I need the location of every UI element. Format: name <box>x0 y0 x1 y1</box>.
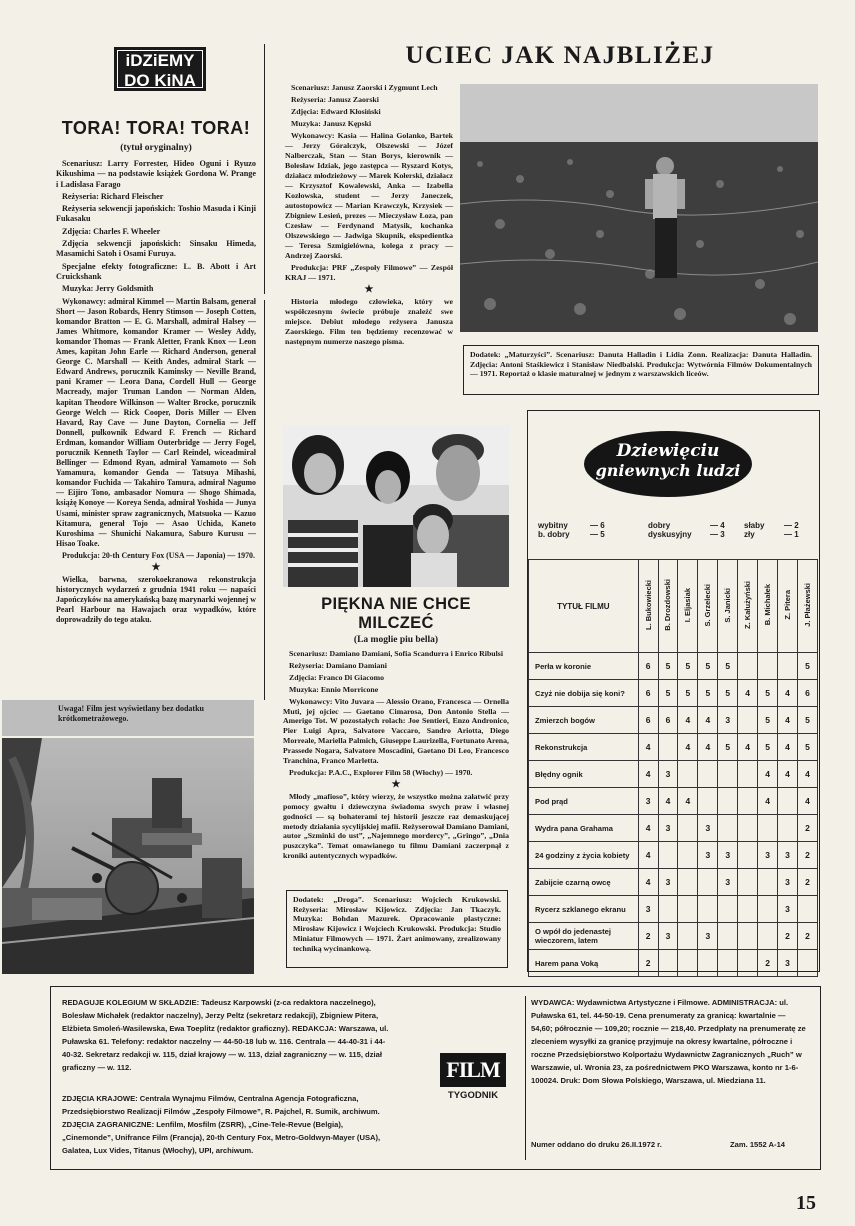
piekna-star: ★ <box>391 778 401 790</box>
footer-left-1: REDAGUJE KOLEGIUM W SKŁADZIE: Tadeusz Karpowski (z-ca redaktora naczelnego), Bolesław Michałek (redaktor naczelny), Jerzy Peltz (sekretarz redakcji), Zbigniew Pitera, Elżbieta Smoleń-Wasilewska, Ewa Toeplitz (redaktor graficzny). REDAKCJA: Warszawa, ul. Puławska 61. Telefony: redaktor naczelny — 44-50-18 lub w. 116. Centrala — 44-40-31 i 44-40-32. Sekretarz redakcji w. 115, dział krajowy — w. 113, dział zagraniczny — w. 115, dział graficzny — w. 112. <box>62 998 389 1072</box>
tora-production: Produkcja: 20-th Century Fox (USA — Japonia) — 1970. <box>62 550 255 560</box>
score-cell <box>658 950 678 977</box>
score-cell: 5 <box>698 680 718 707</box>
critic-header <box>778 560 798 653</box>
legend-value: — 4 <box>710 521 725 530</box>
score-cell: 3 <box>778 950 798 977</box>
critic-header <box>718 560 738 653</box>
uciec-photography: Zdjęcia: Edward Kłosiński <box>291 107 381 116</box>
film-title-cell: Wydra pana Grahama <box>529 815 639 842</box>
score-cell <box>738 842 758 869</box>
score-cell: 4 <box>778 680 798 707</box>
score-cell: 2 <box>797 923 817 950</box>
badge-line-2: DO KiNA <box>124 71 196 90</box>
score-cell: 5 <box>718 680 738 707</box>
uciec-dodatek-box <box>463 345 819 395</box>
score-cell <box>678 896 698 923</box>
critic-header <box>758 560 778 653</box>
ratings-row <box>529 842 818 869</box>
film-title-cell: O wpół do jedenastej wieczorem, latem <box>529 923 639 950</box>
score-cell: 4 <box>738 734 758 761</box>
score-cell <box>778 815 798 842</box>
uciec-screenplay: Scenariusz: Janusz Zaorski i Zygmunt Lech <box>291 83 438 92</box>
score-cell <box>658 842 678 869</box>
score-cell: 4 <box>678 734 698 761</box>
footer-right-2: Numer oddano do druku 26.II.1972 r. <box>531 1140 662 1149</box>
score-cell <box>658 734 678 761</box>
tora-star: ★ <box>151 562 161 573</box>
score-cell: 4 <box>658 788 678 815</box>
film-title-cell: Perła w koronie <box>529 653 639 680</box>
score-cell: 5 <box>758 707 778 734</box>
tora-screenplay: Scenariusz: Larry Forrester, Hideo Oguni i Ryuzo Kikushima — na podstawie książek Gordona W. Prange i Ladislasa Farago <box>56 159 256 189</box>
critic-header <box>658 560 678 653</box>
portrait-illustration <box>283 425 509 587</box>
ratings-row <box>529 815 818 842</box>
score-cell: 3 <box>758 842 778 869</box>
critic-header <box>738 560 758 653</box>
score-cell: 5 <box>718 734 738 761</box>
score-cell: 5 <box>718 653 738 680</box>
score-cell <box>738 788 758 815</box>
score-cell <box>738 950 758 977</box>
tora-description: Wielka, barwna, szerokoekranowa rekonstrukcja historycznych wydarzeń z grudnia 1941 roku — napaści Japończyków na amerykańską bazę marynarki wojennej w Pearl Harbour na Hawajach oraz wypadków, które doprowadziły do tego ataku. <box>56 575 256 625</box>
critic-name: S. Grzelecki <box>703 583 713 627</box>
score-cell <box>698 896 718 923</box>
uciec-photo <box>460 84 818 332</box>
score-cell: 3 <box>638 788 658 815</box>
score-cell: 4 <box>638 761 658 788</box>
score-cell: 5 <box>797 734 817 761</box>
critic-header <box>638 560 658 653</box>
piekna-article <box>283 595 509 863</box>
score-cell: 5 <box>658 680 678 707</box>
score-cell <box>678 869 698 896</box>
tora-cast: Wykonawcy: admirał Kimmel — Martin Balsam, generał Short — Jason Robards, Henry Stimson — Joseph Cotten, komandor Bratton — E. G. Marshall, admirał Halsey — James Whitmore, komandor Kramer — Wesley Addy, komandor Thomas — Frank Aletter, Frank Knox — Leon Ames, kapitan John Earle — Richard Anderson, generał George C. Marshall — Keith Andes, admirał Stark — Edward Andrews, porucznik Kaminsky — Neville Brand, pani Kramer — Leora Dana, Cordell Hull — George Macready, major Truman Landon — Norman Alden, kapitan Theodore Wilkinson — Walter Brocke, porucznik George Welch — Rick Cooper, Doris Miller — Elven Havard, Ray Cave — June Dayton, Cornelia — Jeff Donnell, pułkownik Edward F. French — Richard Erdman, komandor William Outerbridge — Jerry Fogel, porucznik Kenneth Taylor — Carl Reindel, wiceadmirał Bellinger — Edmond Ryan, admirał Yamamoto — Soh Yamamura, komandor Genda — Tatsuya Mihashi, komandor Fuchida — Takahiro Tamura, admirał Nagumo — Eijiro Tono, ambasador Nomura — Shogo Shimada, książę Konoye — Koreya Senda, admirał Yoshida — Junya Usami, minister spraw zagranicznych, Matsuoka — Kazuo Kitamura, generał Tojo — Asao Uchida, Kaneto Kuroshima — Shunichi Nakamura, Saburo Kurusu — Hisao Toake. <box>56 296 256 548</box>
uciec-dodatek-text: Dodatek: „Maturzyści”. Scenariusz: Danuta Halladin i Lidia Zonn. Realizacja: Danuta Halladin. Zdjęcia: Antoni Staśkiewicz i Stanisław Niedbalski. Produkcja: Wytwórnia Filmów Dokumentalnych — 1971. Reportaż o klasie maturalnej w jednym z warszawskich liceów. <box>470 350 812 379</box>
score-cell <box>678 815 698 842</box>
film-title-cell: 24 godziny z życia kobiety <box>529 842 639 869</box>
score-cell <box>738 815 758 842</box>
film-title-cell: Harem pana Voką <box>529 950 639 977</box>
score-cell <box>738 896 758 923</box>
piekna-photography: Zdjęcia: Franco Di Giacomo <box>289 672 385 682</box>
film-logo-mark: FILM <box>440 1053 506 1087</box>
film-title-cell: Rycerz szklanego ekranu <box>529 896 639 923</box>
legend-col-1 <box>538 521 605 539</box>
idziemy-do-kina-badge <box>114 47 206 91</box>
piekna-production: Produkcja: P.A.C., Explorer Film 58 (Włochy) — 1970. <box>289 767 473 777</box>
legend-col-2 <box>648 521 725 539</box>
legend-value: — 2 <box>784 521 799 530</box>
piekna-cast: Wykonawcy: Vito Juvara — Alessio Orano, Francesca — Ornella Muti, jej ojciec — Gaetano Cimarosa, Don Antonio Stella — Amerigo Tot. W pozostałych rolach: Joe Sentieri, Enzo Andronico, Pier Luigi Apra, Salvatore Vaccaro, Sandro Ariotta, Diego Morreale, Mariella Palmich, Giuseppe Laurizella, Fortunato Arena, Prassede Nogara, Salvatore Moscadini, Gaetano Di Leo, Francesco Tranchina, Franco Marletta. <box>283 696 509 766</box>
score-cell: 3 <box>638 896 658 923</box>
score-cell: 3 <box>778 869 798 896</box>
film-title-cell: Rekonstrukcja <box>529 734 639 761</box>
legend-value: — 5 <box>590 530 605 539</box>
score-cell: 3 <box>718 842 738 869</box>
score-cell: 5 <box>698 653 718 680</box>
score-cell: 4 <box>758 788 778 815</box>
score-cell: 5 <box>658 653 678 680</box>
film-title-cell: Zabijcie czarną owcę <box>529 869 639 896</box>
score-cell <box>797 950 817 977</box>
score-cell <box>718 788 738 815</box>
legend-value: — 1 <box>784 530 799 539</box>
tora-director-japanese: Reżyseria sekwencji japońskich: Toshio Masuda i Kinji Fukasaku <box>56 204 256 224</box>
score-cell: 4 <box>638 815 658 842</box>
footer-right-1: WYDAWCA: Wydawnictwa Artystyczne i Filmowe. ADMINISTRACJA: ul. Puławska 61, tel. 44-50-19. Cena prenumeraty za granicą: kwartalnie — 54,60; półrocznie — 109,20; rocznie — 218,40. Przedpłaty na prenumeratę ze zleceniem wysyłki za granicę przyjmuje na okresy kwartalne, półroczne i roczne Przedsiębiorstwo Kolportażu Wydawnictw Zagranicznych „Ruch” w Warszawie, ul. Wronia 23, za pośrednictwem PKO Warszawa, konto nr 1-6-100024. Druk: Dom Słowa Polskiego, Warszawa, ul. Miedziana 11. <box>531 998 806 1085</box>
score-cell <box>758 653 778 680</box>
score-cell <box>738 761 758 788</box>
score-cell <box>758 923 778 950</box>
critic-name: S. Janicki <box>723 587 733 623</box>
legend-value: — 3 <box>710 530 725 539</box>
score-cell <box>698 761 718 788</box>
score-cell: 6 <box>638 680 658 707</box>
score-cell: 3 <box>778 842 798 869</box>
column-divider-left-lower <box>264 300 265 700</box>
piekna-title: PIĘKNA NIE CHCE MILCZEĆ <box>321 595 471 632</box>
score-cell <box>738 653 758 680</box>
tora-subtitle: (tytuł oryginalny) <box>120 143 192 153</box>
footer-divider <box>525 996 526 1160</box>
score-cell <box>658 896 678 923</box>
piekna-photo <box>283 425 509 587</box>
score-cell: 3 <box>658 923 678 950</box>
score-cell: 4 <box>638 842 658 869</box>
film-logo <box>440 1053 506 1101</box>
ratings-title-header: TYTUŁ FILMU <box>529 560 639 653</box>
score-cell: 5 <box>797 653 817 680</box>
score-cell <box>678 950 698 977</box>
uciec-article <box>285 83 453 349</box>
footer-right-3: Zam. 1552 A-14 <box>730 1140 786 1149</box>
ratings-row <box>529 680 818 707</box>
score-cell <box>678 761 698 788</box>
score-cell <box>718 896 738 923</box>
column-divider-left <box>264 44 265 294</box>
tora-music: Muzyka: Jerry Goldsmith <box>62 284 154 294</box>
legend-label: zły <box>744 530 755 539</box>
tora-photography-japanese: Zdjęcia sekwencji japońskich: Sinsaku Himeda, Masamichi Satoh i Osami Furuya. <box>56 239 256 259</box>
uciec-title: UCIEC JAK NAJBLIŻEJ <box>405 42 715 69</box>
score-cell: 4 <box>778 707 798 734</box>
film-title-cell: Błędny ognik <box>529 761 639 788</box>
score-cell: 2 <box>797 842 817 869</box>
critic-name: I. Eljasiak <box>683 587 693 623</box>
piekna-screenplay: Scenariusz: Damiano Damiani, Sofia Scandurra i Enrico Ribulsi <box>289 649 503 658</box>
ratings-row <box>529 707 818 734</box>
uciec-music: Muzyka: Janusz Kępski <box>291 119 372 128</box>
score-cell <box>718 923 738 950</box>
film-logo-sub: TYGODNIK <box>447 1090 499 1101</box>
score-cell <box>738 869 758 896</box>
ratings-panel <box>527 410 820 972</box>
score-cell <box>698 950 718 977</box>
ratings-row <box>529 950 818 977</box>
ratings-body <box>529 653 818 977</box>
critic-name: Z. Kałużyński <box>743 581 753 629</box>
critic-name: Z. Pitera <box>783 590 792 620</box>
score-cell: 3 <box>658 869 678 896</box>
score-cell: 4 <box>698 707 718 734</box>
score-cell <box>698 869 718 896</box>
score-cell <box>718 761 738 788</box>
critic-header <box>797 560 817 653</box>
uciec-cast: Wykonawcy: Kasia — Halina Golanko, Bartek — Jerzy Góralczyk, Olszewski — Józef Nalberczak, Stan — Stan Borys, kierownik — Bolesław Idziak, jego zastępca — Ryszard Kotys, działacz młodzieżowy — Marek Kołerski, działacz — Krzysztof Kowalewski, Anka — Izabella Kozłowska, student — Jerzy Janeczek, autostopowicz — Marian Krawczyk, Krzysiek — Zbigniew Lesień, prezes — Mieczysław Łoza, pan Czesław — Ferdynand Matysik, kochanka Olszewskiego — Jadwiga Skupnik, ekspedientka — Teresa Szmigielówna, kolega z pracy — Andrzej Zaorski. <box>285 131 453 260</box>
tora-director: Reżyseria: Richard Fleischer <box>62 191 164 201</box>
score-cell <box>678 923 698 950</box>
critic-name: J. Płażewski <box>802 583 812 627</box>
critic-name: L. Bukowiecki <box>643 579 653 630</box>
ratings-row <box>529 761 818 788</box>
film-title-cell: Czyż nie dobija się koni? <box>529 680 639 707</box>
ratings-logo <box>584 431 752 497</box>
uciec-description: Historia młodego człowieka, który we współczesnym świecie próbuje znaleźć swe miejsce. Debiut młodego reżysera Janusza Zaorskiego. Film ten będziemy recenzować w następnym numerze naszego pisma. <box>285 297 453 346</box>
score-cell: 3 <box>698 842 718 869</box>
score-cell: 5 <box>758 734 778 761</box>
piekna-dodatek-box <box>286 890 508 968</box>
film-title-cell: Zmierzch bogów <box>529 707 639 734</box>
critic-header <box>698 560 718 653</box>
tora-effects: Specjalne efekty fotograficzne: L. B. Abott i Art Cruickshank <box>56 261 256 281</box>
score-cell: 4 <box>797 761 817 788</box>
score-cell: 4 <box>778 761 798 788</box>
ratings-row <box>529 896 818 923</box>
score-cell: 3 <box>718 707 738 734</box>
ratings-row <box>529 788 818 815</box>
score-cell <box>758 896 778 923</box>
score-cell: 4 <box>638 734 658 761</box>
score-cell: 3 <box>718 869 738 896</box>
film-title-cell: Pod prąd <box>529 788 639 815</box>
uciec-star: ★ <box>364 284 374 295</box>
score-cell <box>718 950 738 977</box>
score-cell: 5 <box>797 707 817 734</box>
field-illustration <box>460 84 818 332</box>
score-cell: 5 <box>758 680 778 707</box>
piekna-subtitle: (La moglie piu bella) <box>353 635 439 645</box>
legend-label: słaby <box>744 521 765 530</box>
piekna-description: Młody „mafioso”, który wierzy, że wszystko można załatwić przy pomocy gwałtu i dziewczyna świadoma swych praw i własnej godności — są bohaterami tej historii jeszcze raz demaskującej metody działania sycylijskiej mafii. Reżyserował Damiano Damiani, autor „Szminki do ust”, „Najemnego mordercy”, „Gringo”, „Dnia puszczyka”. Temat omawianego tu filmu Damiani zaczerpnął z kroniki autentycznych wypadków. <box>283 791 509 861</box>
legend-label: dobry <box>648 521 671 530</box>
badge-line-1: iDZiEMY <box>125 51 195 70</box>
score-cell: 4 <box>797 788 817 815</box>
critic-header <box>678 560 698 653</box>
score-cell <box>758 869 778 896</box>
score-cell <box>778 788 798 815</box>
score-cell <box>738 707 758 734</box>
score-cell <box>778 653 798 680</box>
critic-name: B. Drozdowski <box>663 579 673 631</box>
score-cell: 6 <box>797 680 817 707</box>
piekna-director: Reżyseria: Damiano Damiani <box>289 660 387 670</box>
score-cell: 4 <box>698 734 718 761</box>
score-cell: 4 <box>758 761 778 788</box>
score-cell: 6 <box>638 653 658 680</box>
ratings-row <box>529 653 818 680</box>
score-cell: 2 <box>638 923 658 950</box>
page-number: 15 <box>796 1192 816 1214</box>
score-cell <box>678 842 698 869</box>
ratings-row <box>529 923 818 950</box>
legend-col-3 <box>744 521 799 539</box>
legend-value: — 6 <box>590 521 605 530</box>
score-cell: 3 <box>698 815 718 842</box>
score-cell: 2 <box>758 950 778 977</box>
legend-label: dyskusyjny <box>648 530 692 539</box>
score-cell: 3 <box>658 815 678 842</box>
ratings-header-row <box>529 560 818 653</box>
score-cell: 5 <box>678 653 698 680</box>
score-cell: 6 <box>638 707 658 734</box>
tora-article <box>56 118 256 628</box>
ratings-row <box>529 734 818 761</box>
score-cell: 3 <box>658 761 678 788</box>
critic-name: B. Michałek <box>763 584 773 626</box>
tora-title: TORA! TORA! TORA! <box>61 118 251 138</box>
score-cell <box>738 923 758 950</box>
score-cell <box>698 788 718 815</box>
uciec-director: Reżyseria: Janusz Zaorski <box>291 95 379 104</box>
tora-photography: Zdjęcia: Charles F. Wheeler <box>62 226 161 236</box>
ship-illustration <box>2 738 254 974</box>
score-cell: 4 <box>678 707 698 734</box>
score-cell: 4 <box>738 680 758 707</box>
score-cell: 6 <box>658 707 678 734</box>
ratings-logo-line2: gniewnych ludzi <box>595 461 741 480</box>
score-cell: 4 <box>678 788 698 815</box>
tora-note-text: Uwaga! Film jest wyświetlany bez dodatku krótkometrażowego. <box>58 704 204 723</box>
tora-note <box>2 700 254 736</box>
score-cell: 3 <box>778 896 798 923</box>
score-cell: 4 <box>778 734 798 761</box>
ratings-logo-line1: Dziewięciu <box>616 441 720 461</box>
legend-label: wybitny <box>538 521 568 530</box>
score-cell: 2 <box>797 815 817 842</box>
score-cell: 2 <box>797 869 817 896</box>
ratings-table <box>528 559 818 977</box>
score-cell: 5 <box>678 680 698 707</box>
score-cell <box>718 815 738 842</box>
legend-label: b. dobry <box>538 530 570 539</box>
score-cell: 4 <box>638 869 658 896</box>
score-cell: 2 <box>638 950 658 977</box>
score-cell <box>758 815 778 842</box>
tora-photo <box>2 738 254 974</box>
score-cell <box>797 896 817 923</box>
piekna-dodatek-text: Dodatek: „Droga”. Scenariusz: Wojciech Krukowski. Reżyseria: Mirosław Kijowicz. Zdjęcia: Jan Tkaczyk. Muzyka: Bohdan Mazurek. Opracowanie plastyczne: Mirosław Kijowicz i Wojciech Krukowski. Produkcja: Studio Miniatur Filmowych — 1971. Żart animowany, zrealizowany techniką wycinankową. <box>293 895 501 953</box>
piekna-music: Muzyka: Ennio Morricone <box>289 684 379 694</box>
score-cell: 2 <box>778 923 798 950</box>
footer-left-2: ZDJĘCIA KRAJOWE: Centrala Wynajmu Filmów, Centralna Agencja Fotograficzna, Przedsiębiorstwo Realizacji Filmów „Zespoły Filmowe”, R. Pajchel, R. Sumik, archiwum. ZDJĘCIA ZAGRANICZNE: Lenfilm, Mosfilm (ZSRR), „Cine-Tele-Revue (Belgia), „Cinemonde”, Unifrance Film (Francja), 20-th Century Fox, Metro-Goldwyn-Mayer (USA), Galatea, Lux Vides, Titanus (Włochy), UPI, archiwum. <box>62 1094 381 1155</box>
score-cell: 3 <box>698 923 718 950</box>
ratings-row <box>529 869 818 896</box>
uciec-production: Produkcja: PRF „Zespoły Filmowe” — Zespół KRAJ — 1971. <box>285 263 453 282</box>
